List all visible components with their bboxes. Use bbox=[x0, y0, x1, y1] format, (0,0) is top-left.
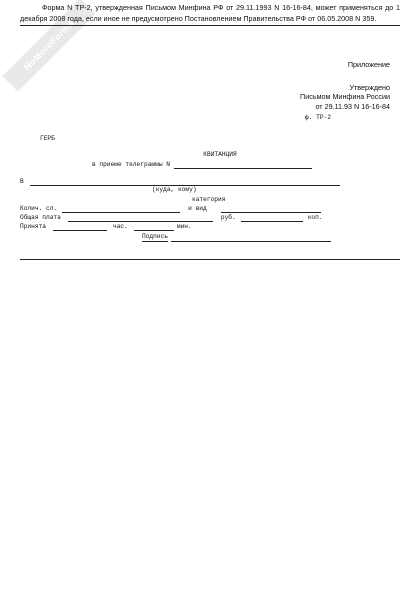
recipient-label: В bbox=[20, 178, 24, 185]
fee-rub-field[interactable] bbox=[68, 213, 213, 222]
accepted-label: Принята bbox=[20, 223, 46, 230]
receipt-title-text: КВИТАНЦИЯ bbox=[203, 151, 237, 158]
kop-label: коп. bbox=[307, 214, 323, 221]
signature-field[interactable] bbox=[171, 233, 331, 242]
bottom-divider bbox=[20, 259, 400, 260]
fee-row bbox=[20, 213, 323, 222]
approved-date: от 29.11.93 N 16-16-84 bbox=[315, 101, 390, 111]
rub-label: руб. bbox=[220, 214, 236, 221]
accepted-minutes-field[interactable] bbox=[134, 222, 174, 231]
signature-label: Подпись bbox=[142, 233, 168, 240]
approval-block bbox=[190, 60, 390, 111]
category-label: категория bbox=[192, 196, 226, 203]
kind-label: и вид bbox=[188, 205, 207, 212]
usage-note bbox=[20, 0, 400, 26]
kind-field[interactable] bbox=[221, 204, 321, 213]
accepted-row bbox=[20, 222, 192, 231]
word-count-field[interactable] bbox=[62, 204, 180, 213]
signature-row bbox=[142, 232, 331, 242]
accepted-hours-field[interactable] bbox=[53, 222, 107, 231]
receipt-title bbox=[0, 150, 420, 159]
appendix-label: Приложение bbox=[347, 60, 390, 69]
approved-by: Письмом Минфина России bbox=[300, 92, 390, 101]
watermark: NoMoreForms bbox=[2, 0, 95, 92]
emblem-placeholder: ГЕРБ bbox=[40, 135, 55, 142]
telegram-number-label: в приеме телеграммы N bbox=[92, 161, 170, 168]
approved-label: Утверждено bbox=[349, 82, 390, 92]
words-row bbox=[20, 204, 321, 213]
recipient-caption: (куда, кому) bbox=[152, 186, 197, 193]
form-number: ф. ТР-2 bbox=[305, 114, 331, 121]
fee-kop-field[interactable] bbox=[241, 213, 303, 222]
telegram-number-field[interactable] bbox=[174, 160, 312, 169]
minutes-label: мин. bbox=[176, 223, 192, 230]
word-count-label: Колич. сл. bbox=[20, 205, 58, 212]
fee-label: Общая плата bbox=[20, 214, 61, 221]
hours-label: час. bbox=[113, 223, 128, 230]
telegram-number-row bbox=[92, 160, 312, 169]
usage-note-text: Форма N ТР-2, утвержденная Письмом Минфина РФ от 29.11.1993 N 16-16-84, может применяться до 1 декабря 2008 года, если иное не предусмотрено Постановлением Правительства РФ от 06.05.2008 N 359. bbox=[20, 3, 400, 23]
